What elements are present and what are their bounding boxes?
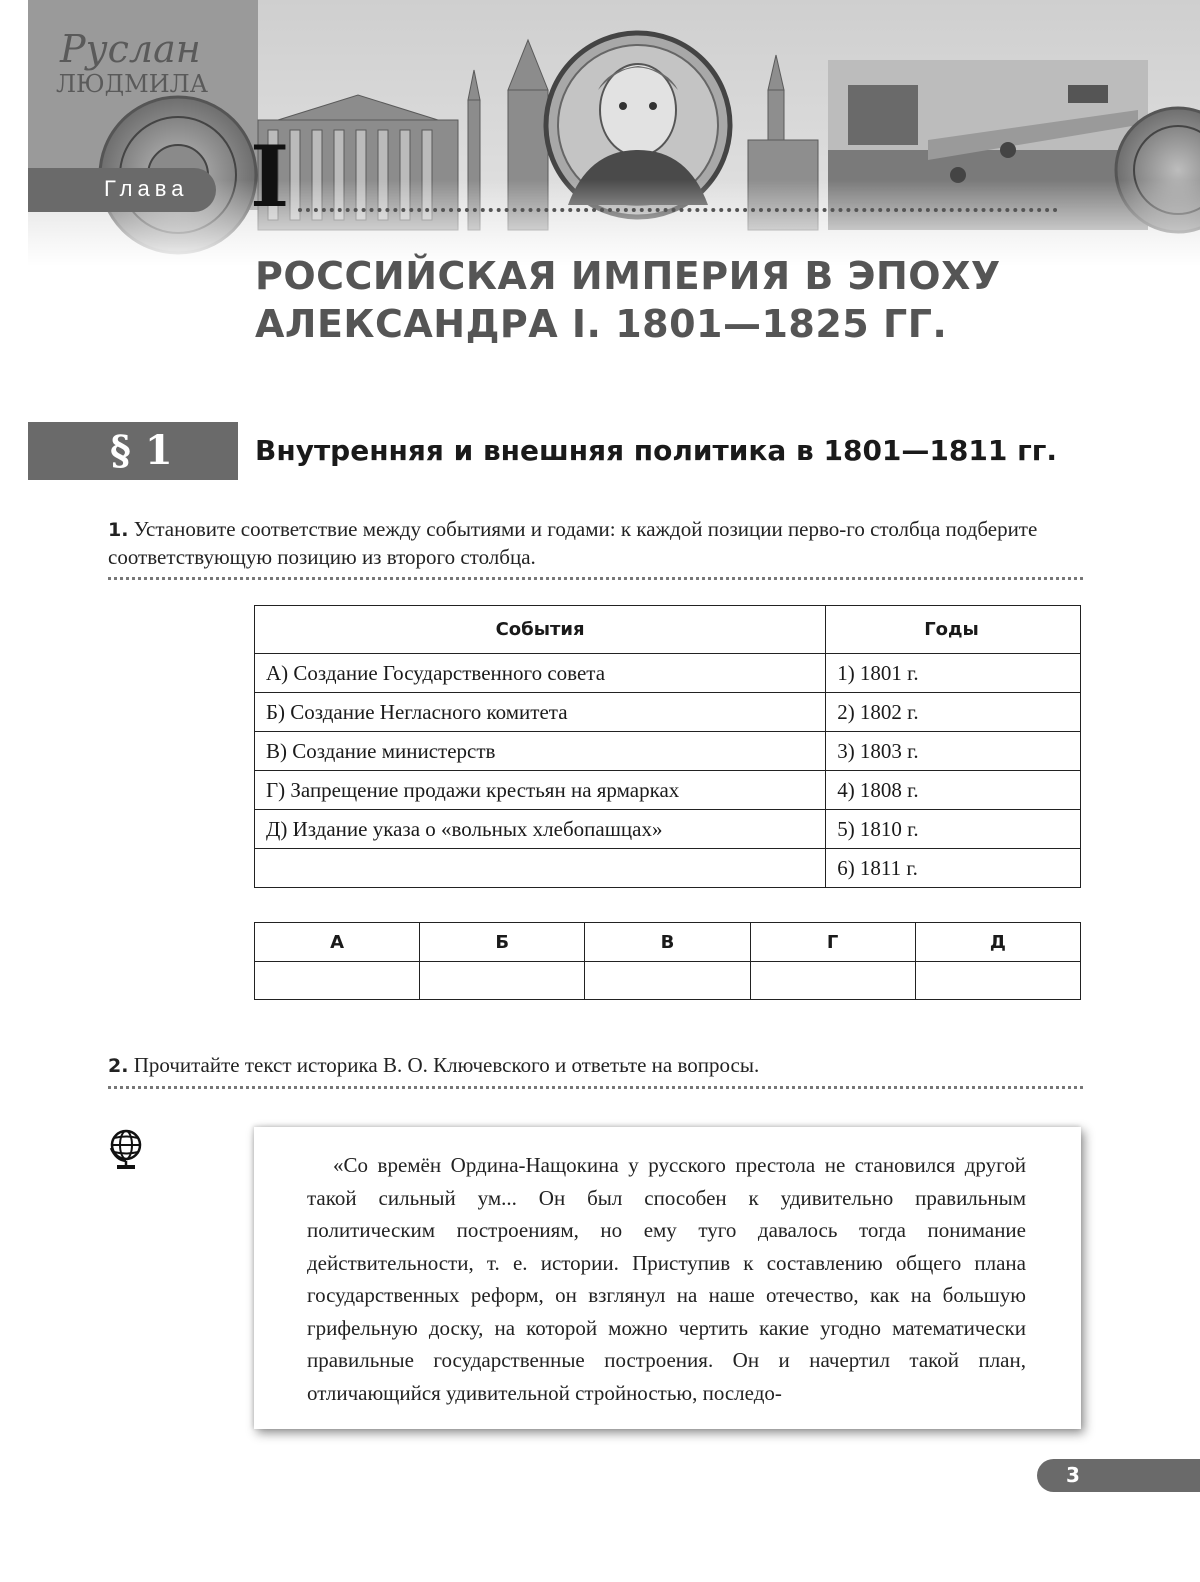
table-row — [255, 810, 1081, 849]
answer-header-v: В — [585, 923, 750, 962]
task-1-number: 1. — [108, 519, 129, 541]
table-row — [255, 849, 1081, 888]
chapter-title: РОССИЙСКАЯ ИМПЕРИЯ В ЭПОХУ АЛЕКСАНДРА I. 1801—1825 ГГ. — [255, 254, 1001, 346]
answer-input-row — [255, 962, 1081, 1000]
event-cell: Г) Запрещение продажи крестьян на ярмарках — [255, 771, 826, 810]
table-row — [255, 693, 1081, 732]
year-cell: 6) 1811 г. — [826, 849, 1081, 888]
task-1-text: Установите соответствие между событиями и годами: к каждой позиции перво-го столбца подберите соответствующую позицию из второго столбца. — [108, 517, 1038, 569]
table-header-row — [255, 606, 1081, 654]
historian-quote-text: «Со времён Ордина-Нащокина у русского престола не становился другой такой сильный ум... Он был способен к удивительно правильным политическим построениям, но ему туго давалось тогда понимание действительности, т. е. истории. Приступив к составлению общего плана государственных реформ, он взглянул на наше отечество, как на большую грифельную доску, на которой можно чертить какие угодно математически правильные государственные построения. Он и начертил такой план, отличающийся удивительной стройностью, последо- — [307, 1153, 1026, 1405]
section-number: § 1 — [28, 422, 238, 480]
task-2-number: 2. — [108, 1055, 129, 1077]
globe-icon — [108, 1128, 144, 1170]
event-cell: А) Создание Государственного совета — [255, 654, 826, 693]
answer-cell-a[interactable] — [255, 962, 420, 1000]
table-row — [255, 771, 1081, 810]
year-cell: 3) 1803 г. — [826, 732, 1081, 771]
year-cell: 5) 1810 г. — [826, 810, 1081, 849]
task-1-instructions — [108, 516, 1083, 580]
answer-header-g: Г — [750, 923, 915, 962]
chapter-divider — [298, 208, 1058, 212]
table-row — [255, 732, 1081, 771]
year-cell: 4) 1808 г. — [826, 771, 1081, 810]
event-cell: Б) Создание Негласного комитета — [255, 693, 826, 732]
answer-header-d: Д — [915, 923, 1080, 962]
event-cell: Д) Издание указа о «вольных хлебопашцах» — [255, 810, 826, 849]
answer-header-row — [255, 923, 1081, 962]
task-2-text: Прочитайте текст историка В. О. Ключевского и ответьте на вопросы. — [128, 1053, 760, 1077]
answer-header-b: Б — [420, 923, 585, 962]
answer-cell-d[interactable] — [915, 962, 1080, 1000]
answer-header-a: А — [255, 923, 420, 962]
answer-cell-b[interactable] — [420, 962, 585, 1000]
answer-table — [254, 922, 1081, 1000]
events-column-header: События — [255, 606, 826, 654]
task-2-instructions — [108, 1052, 1083, 1089]
answer-cell-g[interactable] — [750, 962, 915, 1000]
event-cell: В) Создание министерств — [255, 732, 826, 771]
years-column-header: Годы — [826, 606, 1081, 654]
chapter-number: I — [250, 127, 290, 226]
page-number: 3 — [1037, 1459, 1200, 1492]
table-row — [255, 654, 1081, 693]
section-title: Внутренняя и внешняя политика в 1801—1811 гг. — [255, 434, 1057, 467]
year-cell: 2) 1802 г. — [826, 693, 1081, 732]
historian-quote-box — [254, 1127, 1081, 1429]
chapter-label: Глава — [28, 168, 216, 212]
answer-cell-v[interactable] — [585, 962, 750, 1000]
events-years-table — [254, 605, 1081, 888]
event-cell — [255, 849, 826, 888]
chapter-banner-illustration — [28, 0, 1200, 290]
year-cell: 1) 1801 г. — [826, 654, 1081, 693]
